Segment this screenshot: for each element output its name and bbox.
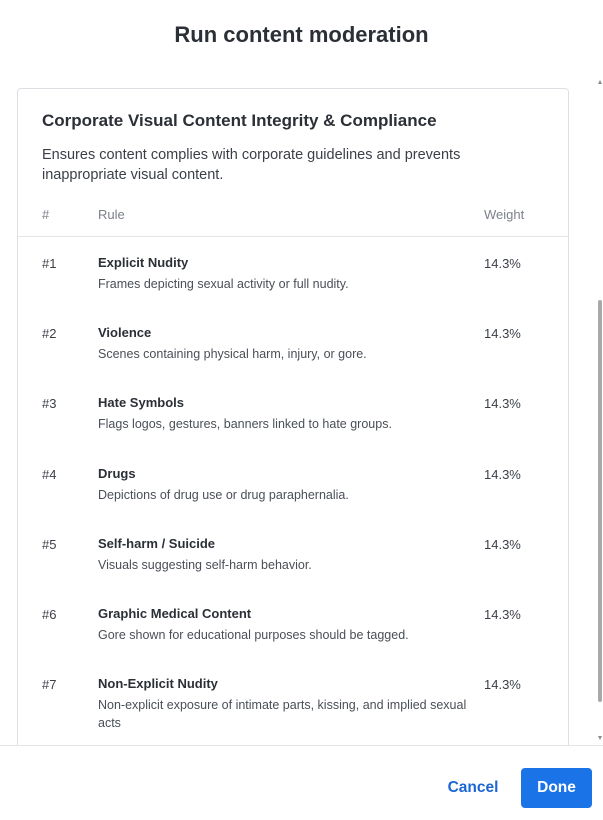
- scroll-up-arrow-icon[interactable]: [598, 80, 602, 84]
- rules-table-header: [18, 205, 568, 237]
- rule-name: Drugs: [98, 465, 136, 481]
- rule-name: Graphic Medical Content: [98, 605, 252, 621]
- rule-weight: 14.3%: [484, 677, 521, 693]
- rule-description: Visuals suggesting self-harm behavior.: [98, 557, 312, 572]
- rule-weight: 14.3%: [484, 326, 521, 342]
- rules-table-body: [18, 238, 568, 729]
- rule-number: #3: [42, 396, 57, 412]
- rule-weight: 14.3%: [484, 466, 521, 482]
- scrollbar-thumb[interactable]: [598, 300, 602, 702]
- policy-title: Corporate Visual Content Integrity & Compliance: [42, 111, 437, 130]
- table-row: [18, 378, 568, 448]
- rule-cell: [98, 536, 468, 574]
- rule-description: Depictions of drug use or drug paraphernalia.: [98, 487, 349, 502]
- rule-number: #2: [42, 326, 57, 342]
- rule-description: Frames depicting sexual activity or full nudity.: [98, 277, 349, 291]
- rule-description: Gore shown for educational purposes should be tagged.: [98, 627, 409, 642]
- rule-cell: [98, 676, 468, 732]
- rule-description: Flags logos, gestures, banners linked to hate groups.: [98, 417, 392, 432]
- table-row: [18, 589, 568, 659]
- rule-name: Violence: [98, 325, 152, 341]
- rule-number: #5: [42, 536, 57, 552]
- rule-weight: 14.3%: [484, 536, 521, 552]
- scroll-down-arrow-icon[interactable]: [598, 736, 602, 740]
- rule-cell: [98, 606, 468, 644]
- rule-name: Explicit Nudity: [98, 255, 189, 270]
- policy-card: [17, 88, 569, 745]
- rule-description: Scenes containing physical harm, injury, or gore.: [98, 347, 367, 362]
- cancel-button[interactable]: Cancel: [432, 768, 514, 808]
- rule-description: Non-explicit exposure of intimate parts, kissing, and implied sexual acts: [98, 698, 467, 731]
- table-row: [18, 308, 568, 378]
- table-row: [18, 238, 568, 308]
- table-row: [18, 449, 568, 519]
- dialog-scroll-area[interactable]: [0, 78, 603, 745]
- table-row: [18, 659, 568, 729]
- rule-weight: 14.3%: [484, 606, 521, 622]
- rule-number: #4: [42, 466, 57, 482]
- rule-cell: [98, 466, 468, 504]
- rule-number: #6: [42, 606, 57, 622]
- rule-weight: 14.3%: [484, 256, 521, 271]
- rule-number: #7: [42, 677, 57, 693]
- dialog-title: Run content moderation: [174, 22, 429, 47]
- rule-cell: [98, 255, 468, 293]
- done-button[interactable]: Done: [521, 768, 592, 808]
- rule-weight: 14.3%: [484, 396, 521, 412]
- column-header-rule: Rule: [98, 207, 125, 222]
- rule-cell: [98, 395, 468, 433]
- table-row: [18, 519, 568, 589]
- dialog-footer: [0, 745, 603, 820]
- rule-name: Hate Symbols: [98, 395, 184, 411]
- rule-name: Self-harm / Suicide: [98, 535, 216, 551]
- column-header-number: #: [42, 207, 50, 222]
- rule-name: Non-Explicit Nudity: [98, 676, 218, 692]
- policy-description: Ensures content complies with corporate guidelines and prevents inappropriate visual content.: [42, 147, 461, 183]
- rule-number: #1: [42, 256, 57, 271]
- rule-cell: [98, 325, 468, 363]
- column-header-weight: Weight: [484, 207, 525, 222]
